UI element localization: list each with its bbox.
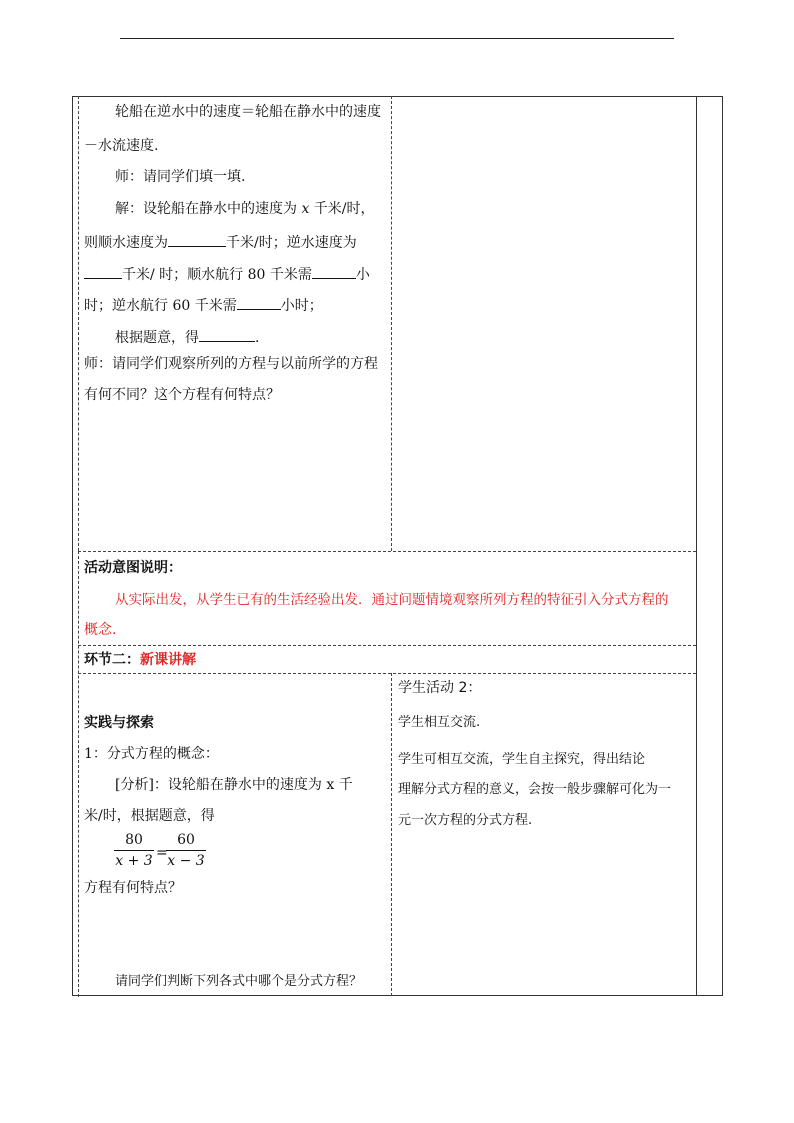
text-minus-current: －水流速度. [84, 138, 159, 154]
text-concept: 1：分式方程的概念： [84, 746, 219, 762]
text-line3-mid: 千米/ 时；顺水航行 80 千米需 [122, 267, 312, 283]
text-solution-post: 千米/时， [309, 201, 375, 217]
text-teacher-observe: 师：请同学们观察所列的方程与以前所学的方程 [84, 356, 378, 372]
text-analysis-line1: [分析]：设轮船在静水中的速度为 x 千 [115, 777, 353, 793]
fraction-80-denominator: x + 3 [115, 853, 153, 869]
section-heading [84, 650, 196, 670]
fraction-60-numerator: 60 [177, 832, 195, 848]
text-solution-pre: 解：设轮船在静水中的速度为 [115, 201, 302, 217]
intent-text-line2: 概念. [84, 622, 117, 638]
text-teacher-fill: 师：请同学们填一填. [115, 169, 246, 185]
text-judge-question: 请同学们判断下列各式中哪个是分式方程？ [115, 974, 363, 989]
text-by-question [115, 326, 259, 348]
blank-upstream-time[interactable] [237, 294, 281, 310]
lower-column-divider-middle [391, 673, 392, 996]
section-label: 环节二： [84, 652, 140, 668]
fraction-80 [114, 832, 154, 869]
text-downstream-mid: 千米/时；逆水速度为 [226, 235, 357, 251]
student-activity-line2: 学生可相互交流，学生自主探究，得出结论 [398, 752, 646, 767]
text-line3-end: 小 [355, 267, 370, 283]
text-by-question-post: . [255, 330, 260, 346]
student-activity-line4: 元一次方程的分式方程. [398, 813, 533, 828]
intent-left-border [78, 551, 79, 997]
text-teacher-feature: 有何不同？这个方程有何特点？ [84, 387, 280, 403]
blank-upstream-speed[interactable] [84, 263, 122, 279]
student-activity-title: 学生活动 2： [398, 680, 482, 696]
text-by-question-pre: 根据题意，得 [115, 330, 199, 346]
upper-column-divider [78, 96, 79, 551]
text-speed-upstream: 轮船在逆水中的速度＝轮船在静水中的速度 [115, 104, 381, 120]
equals-sign: = [156, 845, 168, 861]
text-line4-post: 小时； [280, 298, 323, 314]
text-solution-line3 [84, 263, 370, 285]
text-downstream-pre: 则顺水速度为 [84, 235, 168, 251]
heading-practice: 实践与探索 [84, 715, 154, 731]
row-divider-intent-top [78, 551, 696, 552]
row-divider-section-top [78, 645, 696, 646]
text-solution-line2 [84, 231, 357, 253]
var-x: x [301, 201, 310, 217]
header-rule [120, 38, 674, 39]
intent-title: 活动意图说明： [84, 560, 182, 576]
student-activity-line3: 理解分式方程的意义，会按一般步骤解可化为一 [398, 782, 672, 797]
text-equation-feature: 方程有何特点？ [84, 880, 182, 896]
text-solution-line1 [115, 199, 375, 219]
section-name: 新课讲解 [140, 652, 196, 668]
right-margin-column-line [696, 96, 697, 996]
text-line4-pre: 时；逆水航行 60 千米需 [84, 298, 237, 314]
fraction-60-denominator: x − 3 [167, 853, 205, 869]
blank-equation[interactable] [199, 326, 255, 342]
fraction-60 [166, 832, 206, 869]
upper-column-divider-middle [391, 96, 392, 551]
fraction-80-bar [114, 850, 154, 851]
student-activity-line1: 学生相互交流. [398, 715, 481, 730]
blank-downstream-time[interactable] [312, 263, 356, 279]
fraction-80-numerator: 80 [125, 832, 143, 848]
text-analysis-line2: 米/时，根据题意，得 [84, 808, 215, 824]
text-solution-line4 [84, 294, 323, 316]
row-divider-lower-top [78, 673, 696, 674]
blank-downstream-speed[interactable] [168, 231, 226, 247]
fraction-60-bar [166, 850, 206, 851]
intent-text-line1: 从实际出发，从学生已有的生活经验出发．通过问题情境观察所列方程的特征引入分式方程的 [115, 592, 669, 608]
